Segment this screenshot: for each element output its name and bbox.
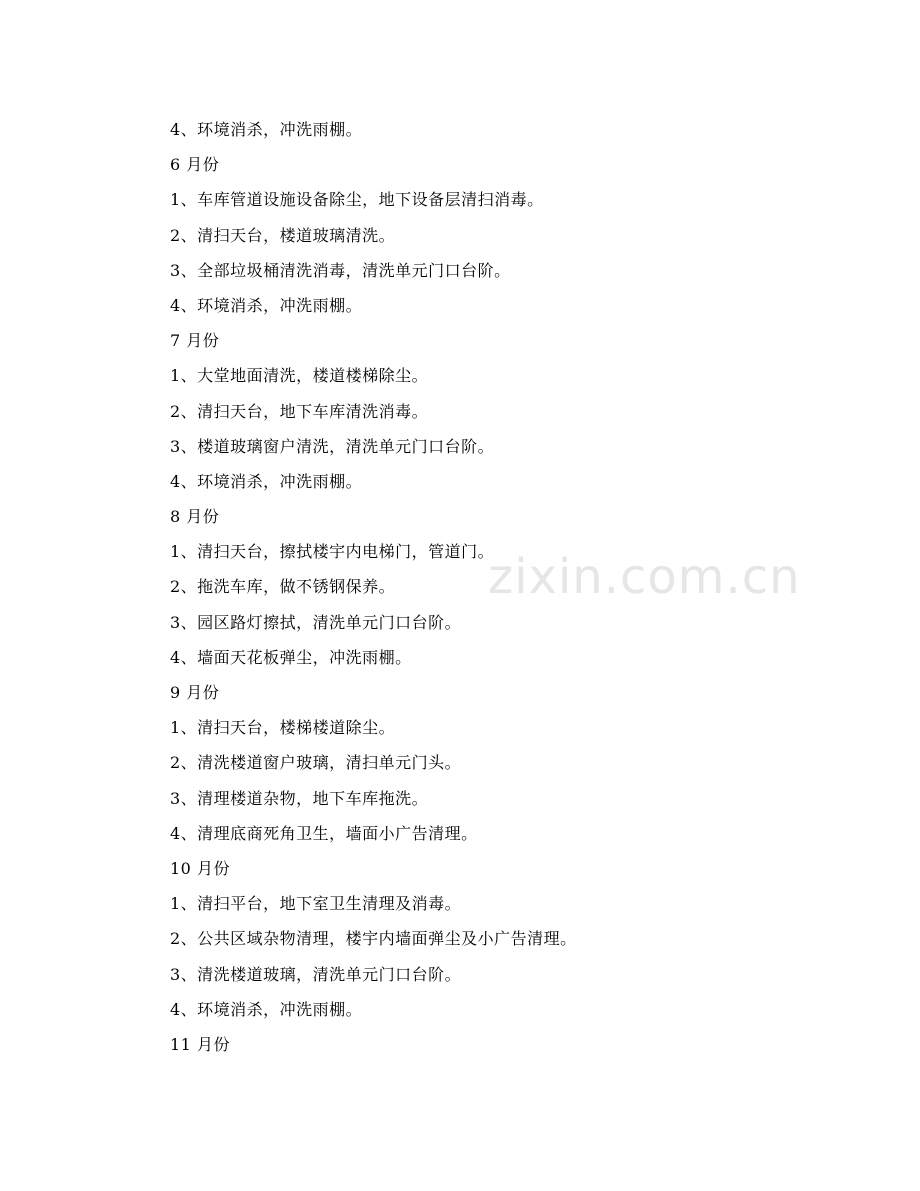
list-item-october-4: 4、环境消杀，冲洗雨棚。 xyxy=(170,999,363,1019)
list-item-june-prev-4: 4、环境消杀，冲洗雨棚。 xyxy=(170,120,363,139)
list-item-july-2: 2、清扫天台，地下车库清洗消毒。 xyxy=(170,401,429,421)
month-heading-july: 7 月份 xyxy=(170,331,220,351)
list-item-july-4: 4、环境消杀，冲洗雨棚。 xyxy=(170,471,363,491)
list-item-october-2: 2、公共区域杂物清理，楼宇内墙面弹尘及小广告清理。 xyxy=(170,929,577,949)
list-item-august-4: 4、墙面天花板弹尘，冲洗雨棚。 xyxy=(170,647,412,667)
list-item-august-2: 2、拖洗车库，做不锈钢保养。 xyxy=(170,577,396,597)
month-heading-august: 8 月份 xyxy=(170,507,220,527)
list-item-july-3: 3、楼道玻璃窗户清洗，清洗单元门口台阶。 xyxy=(170,436,495,456)
list-item-august-3: 3、园区路灯擦拭，清洗单元门口台阶。 xyxy=(170,612,462,632)
month-heading-june: 6 月份 xyxy=(170,155,220,175)
list-item-june-3: 3、全部垃圾桶清洗消毒，清洗单元门口台阶。 xyxy=(170,260,511,280)
list-item-june-4: 4、环境消杀，冲洗雨棚。 xyxy=(170,295,363,315)
list-item-july-1: 1、大堂地面清洗，楼道楼梯除尘。 xyxy=(170,366,429,386)
list-item-august-1: 1、清扫天台，擦拭楼宇内电梯门，管道门。 xyxy=(170,542,495,562)
list-item-september-4: 4、清理底商死角卫生，墙面小广告清理。 xyxy=(170,823,478,843)
month-heading-october: 10 月份 xyxy=(170,858,230,878)
list-item-october-1: 1、清扫平台，地下室卫生清理及消毒。 xyxy=(170,894,462,914)
list-item-september-3: 3、清理楼道杂物，地下车库拖洗。 xyxy=(170,788,429,808)
list-item-october-3: 3、清洗楼道玻璃，清洗单元门口台阶。 xyxy=(170,964,462,984)
list-item-june-1: 1、车库管道设施设备除尘，地下设备层清扫消毒。 xyxy=(170,190,544,210)
watermark: zixin.com.cn xyxy=(488,549,801,605)
month-heading-september: 9 月份 xyxy=(170,683,220,702)
list-item-june-2: 2、清扫天台，楼道玻璃清洗。 xyxy=(170,225,396,245)
list-item-september-1: 1、清扫天台，楼梯楼道除尘。 xyxy=(170,718,396,738)
month-heading-november: 11 月份 xyxy=(170,1034,230,1054)
document-body xyxy=(170,117,830,1067)
list-item-september-2: 2、清洗楼道窗户玻璃，清扫单元门头。 xyxy=(170,753,462,773)
